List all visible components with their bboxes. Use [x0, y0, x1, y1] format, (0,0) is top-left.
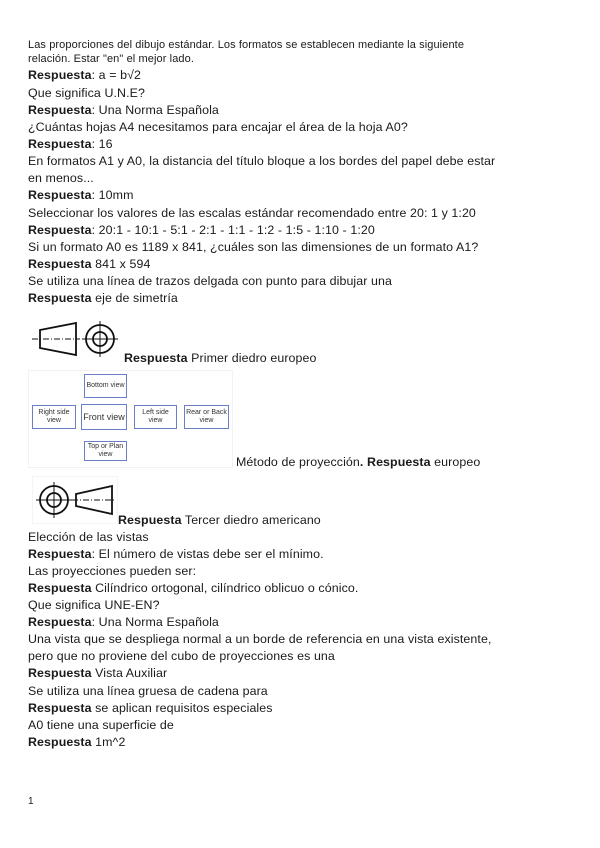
intro-line-1: Las proporciones del dibujo estándar. Los formatos se establecen mediante la siguiente	[28, 39, 465, 51]
answer-1	[28, 67, 141, 84]
answer-15	[28, 700, 273, 717]
answer-11	[28, 546, 324, 563]
first-angle-projection-symbol	[28, 318, 124, 360]
answer-label: Respuesta	[367, 455, 431, 469]
third-angle-projection-symbol	[32, 476, 118, 524]
view-box-front: Front view	[81, 404, 127, 430]
answer-label: Respuesta	[28, 291, 92, 305]
answer-14	[28, 665, 167, 682]
answer-text: : 16	[91, 137, 113, 151]
question-11: Elección de las vistas	[28, 530, 149, 544]
answer-label: Respuesta	[28, 547, 92, 561]
answer-text: Vista Auxiliar	[91, 666, 168, 680]
answer-text: : a = b√2	[91, 68, 141, 82]
answer-text: Tercer diedro americano	[181, 513, 321, 527]
answer-label: Respuesta	[124, 351, 188, 365]
view-box-left-side: Left side view	[134, 405, 177, 429]
question-9	[236, 454, 480, 471]
question-6: Si un formato A0 es 1189 x 841, ¿cuáles son las dimensiones de un formato A1?	[28, 240, 479, 254]
question-15: Se utiliza una línea gruesa de cadena para	[28, 684, 268, 698]
question-4-line-2: en menos...	[28, 171, 94, 185]
answer-2	[28, 102, 219, 119]
question-text: Método de proyección	[236, 455, 360, 469]
page-number: 1	[28, 796, 34, 807]
answer-text: se aplican requisitos especiales	[91, 701, 273, 715]
answer-label: Respuesta	[28, 735, 92, 749]
answer-text: : Una Norma Española	[91, 615, 219, 629]
answer-label: Respuesta	[28, 137, 92, 151]
answer-text: eje de simetría	[91, 291, 178, 305]
question-3: ¿Cuántas hojas A4 necesitamos para encajar el área de la hoja A0?	[28, 120, 408, 134]
answer-text: Primer diedro europeo	[187, 351, 317, 365]
question-16: A0 tiene una superficie de	[28, 718, 174, 732]
answer-5	[28, 222, 375, 239]
question-14-line-1: Una vista que se despliega normal a un borde de referencia en una vista existente,	[28, 632, 492, 646]
dot-separator: .	[359, 455, 368, 469]
answer-6	[28, 256, 150, 273]
answer-label: Respuesta	[28, 701, 92, 715]
view-box-rear: Rear or Back view	[184, 405, 229, 429]
answer-label: Respuesta	[28, 188, 92, 202]
question-13: Que significa UNE-EN?	[28, 598, 160, 612]
intro-line-2: relación. Estar "en" el mejor lado.	[28, 53, 194, 65]
answer-8	[124, 350, 317, 367]
question-7: Se utiliza una línea de trazos delgada con punto para dibujar una	[28, 274, 393, 288]
answer-text: 841 x 594	[91, 257, 151, 271]
answer-label: Respuesta	[28, 223, 92, 237]
answer-label: Respuesta	[28, 257, 92, 271]
question-2: Que significa U.N.E?	[28, 86, 146, 100]
answer-text: 1m^2	[91, 735, 126, 749]
answer-12	[28, 580, 358, 597]
answer-7	[28, 290, 178, 307]
answer-3	[28, 136, 113, 153]
question-12: Las proyecciones pueden ser:	[28, 564, 197, 578]
answer-label: Respuesta	[118, 513, 182, 527]
answer-text: europeo	[430, 455, 481, 469]
answer-text: : 10mm	[91, 188, 134, 202]
view-box-bottom: Bottom view	[84, 374, 127, 398]
answer-text: : El número de vistas debe ser el mínimo.	[91, 547, 324, 561]
answer-16	[28, 734, 125, 751]
answer-text: Cilíndrico ortogonal, cilíndrico oblicuo o cónico.	[91, 581, 359, 595]
question-5: Seleccionar los valores de las escalas estándar recomendado entre 20: 1 y 1:20	[28, 206, 476, 220]
answer-text: : Una Norma Española	[91, 103, 219, 117]
answer-label: Respuesta	[28, 615, 92, 629]
answer-4	[28, 187, 134, 204]
answer-label: Respuesta	[28, 666, 92, 680]
answer-text: : 20:1 - 10:1 - 5:1 - 2:1 - 1:1 - 1:2 - 1:5 - 1:10 - 1:20	[91, 223, 375, 237]
answer-label: Respuesta	[28, 103, 92, 117]
question-14-line-2: pero que no proviene del cubo de proyecciones es una	[28, 649, 335, 663]
answer-10	[118, 512, 321, 529]
answer-13	[28, 614, 219, 631]
question-4-line-1: En formatos A1 y A0, la distancia del título bloque a los bordes del papel debe estar	[28, 154, 496, 168]
answer-label: Respuesta	[28, 581, 92, 595]
view-box-top: Top or Plan view	[84, 441, 127, 461]
answer-label: Respuesta	[28, 68, 92, 82]
view-box-right-side: Right side view	[32, 405, 76, 429]
